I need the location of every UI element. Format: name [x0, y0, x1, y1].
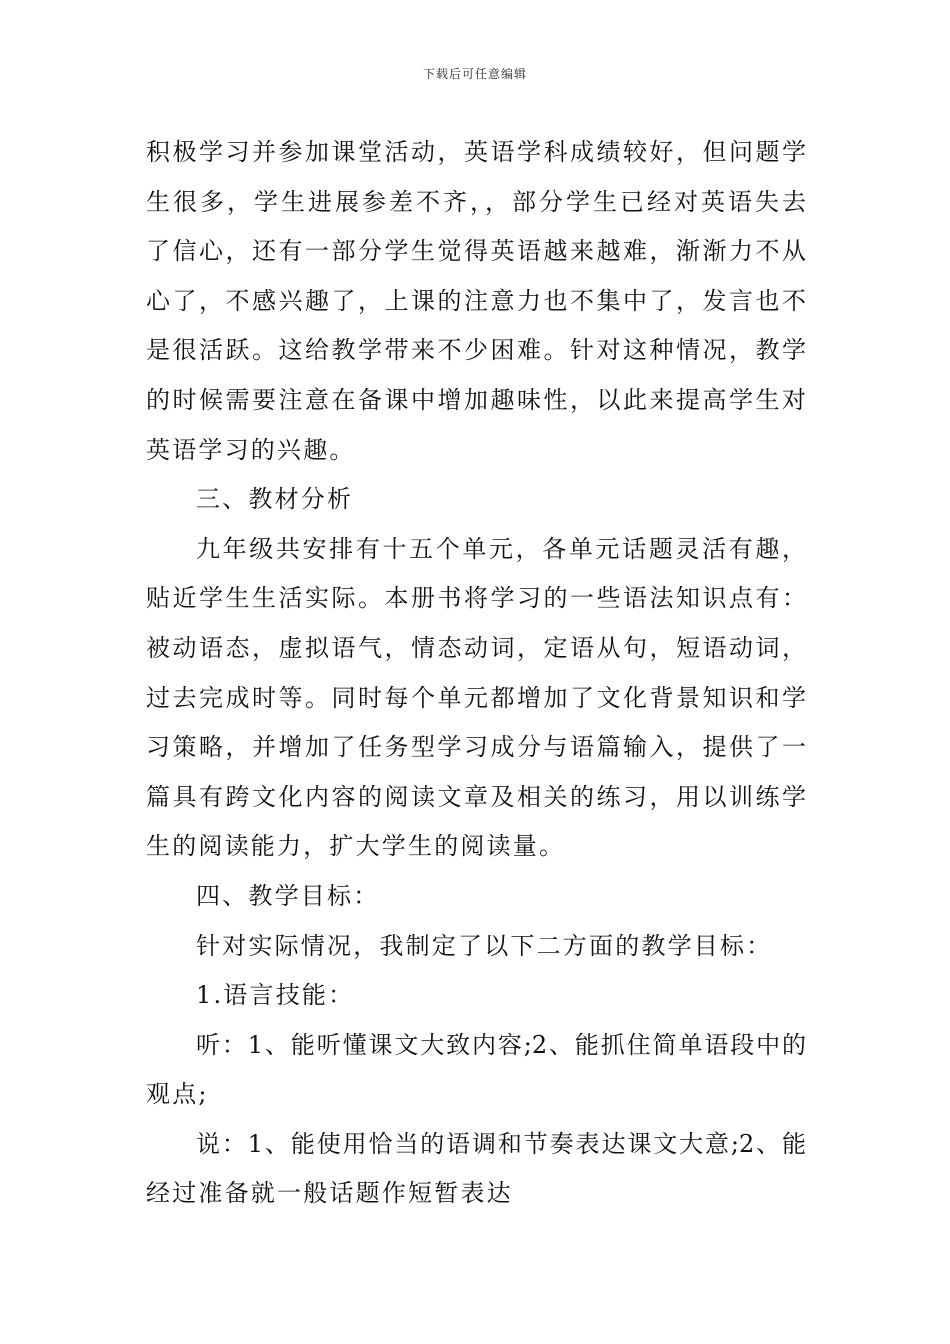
body-text-line: 了信心，还有一部分学生觉得英语越来越难，渐渐力不从	[146, 237, 806, 266]
body-text-line: 生的阅读能力，扩大学生的阅读量。	[146, 832, 566, 861]
body-text-line: 九年级共安排有十五个单元，各单元话题灵活有趣，	[196, 534, 806, 563]
body-text-line: 经过准备就一般话题作短暂表达	[146, 1179, 513, 1208]
body-text-line: 篇具有跨文化内容的阅读文章及相关的练习，用以训练学	[146, 782, 806, 811]
body-text-line: 生很多，学生进展参差不齐，，部分学生已经对英语失去	[146, 187, 806, 216]
body-text-line: 英语学习的兴趣。	[146, 435, 356, 464]
section-heading: 三、教材分析	[196, 485, 354, 514]
body-text-line: 针对实际情况，我制定了以下二方面的教学目标：	[196, 931, 773, 960]
body-text-line: 心了，不感兴趣了，上课的注意力也不集中了，发言也不	[146, 286, 806, 315]
page-header: 下载后可任意编辑	[422, 67, 527, 81]
body-text-line: 听：1、能听懂课文大致内容;2、能抓住简单语段中的	[196, 1030, 806, 1059]
body-text-line: 被动语态，虚拟语气，情态动词，定语从句，短语动词，	[146, 633, 806, 662]
body-text-line: 习策略，并增加了任务型学习成分与语篇输入，提供了一	[146, 733, 806, 762]
body-text-line: 观点;	[146, 1080, 209, 1109]
body-text-line: 过去完成时等。同时每个单元都增加了文化背景知识和学	[146, 683, 806, 712]
body-text-line: 贴近学生生活实际。本册书将学习的一些语法知识点有：	[146, 584, 806, 613]
body-text-line: 的时候需要注意在备课中增加趣味性，以此来提高学生对	[146, 385, 806, 414]
body-text-line: 积极学习并参加课堂活动，英语学科成绩较好，但问题学	[146, 138, 806, 166]
body-text-line: 是很活跃。这给教学带来不少困难。针对这种情况，教学	[146, 336, 806, 365]
document-body	[146, 128, 806, 1219]
subsection-heading: 1.语言技能：	[196, 981, 355, 1010]
body-text-line: 说：1、能使用恰当的语调和节奏表达课文大意;2、能	[196, 1129, 806, 1158]
section-heading: 四、教学目标：	[196, 881, 380, 910]
